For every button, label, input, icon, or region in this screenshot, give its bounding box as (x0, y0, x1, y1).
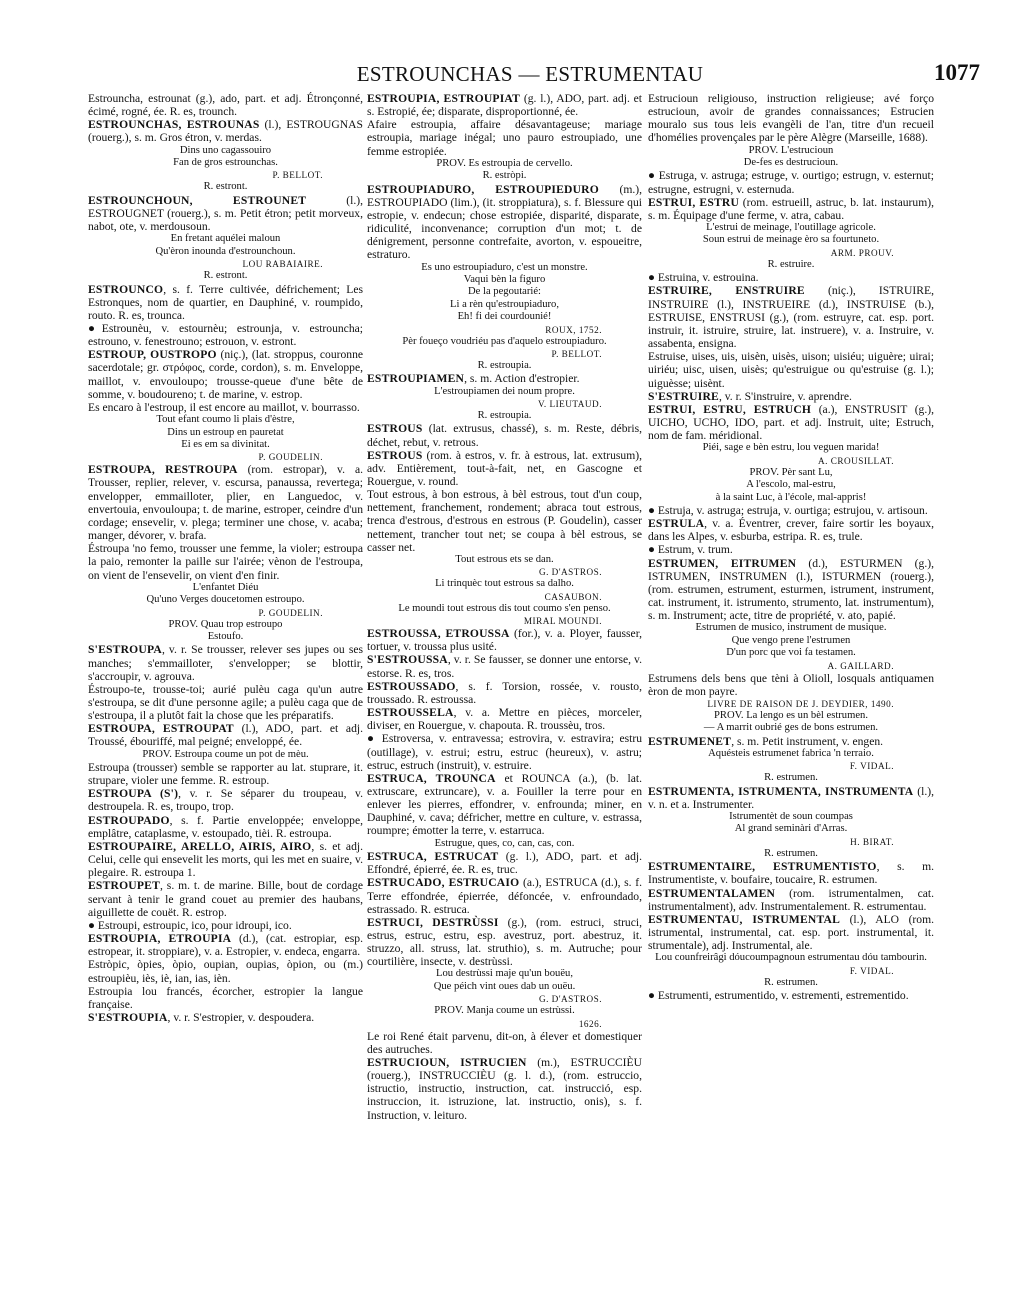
dictionary-entry: ESTRUMENET, s. m. Petit instrument, v. engen. (648, 734, 884, 748)
quotation-line: Dins uno cagassouiro (179, 144, 272, 156)
citation-source: P. GOUDELIN. (258, 452, 323, 463)
quotation-line: Que vengo prene l'estrumen (731, 634, 851, 646)
quotation-line: En fretant aquélei maloun (170, 233, 281, 245)
running-head: ESTROUNCHAS — ESTRUMENTAU (356, 62, 704, 86)
quotation-line: A l'escolo, mal-estru, (746, 479, 836, 491)
dictionary-entry: ESTRUI, ESTRU (rom. estrueill, astruc, b. lat. instaurum), s. m. Équipage d'une ferme, v. atra, cabau. (648, 195, 934, 222)
citation-source: P. BELLOT. (551, 348, 602, 359)
dictionary-entry: S'ESTROUPIA, v. r. S'estropier, v. despoudera. (88, 1010, 315, 1024)
quotation-line: Ei es em sa divinitat. (181, 438, 270, 450)
quotation-line: Soun estrui de meinage èro sa fourtuneto. (702, 234, 880, 246)
dictionary-entry: ESTROUNCO, s. f. Terre cultivée, défrichement; Les Estronques, nom de quartier, en Dauphiné, v. roumpido, routo. R. es, trounca. (88, 282, 363, 322)
dictionary-entry: ESTROUS (rom. à estros, v. fr. à estrous, lat. extrusum), adv. Entièrement, tout-à-fait, net, en Gascogne et Rouergue, v. round. (367, 448, 642, 488)
dictionary-entry: ESTRUCA, ESTRUCAT (g. l.), ADO, part. et adj. Effondré, épierré, ée. R. es, truc. (367, 850, 642, 877)
dictionary-entry: S'ESTROUSSA, v. r. Se fausser, se donner une entorse, v. estorse. R. es, tros. (367, 653, 642, 680)
citation-source: V. LIEUTAUD. (537, 398, 602, 409)
dictionary-entry: ESTRUI, ESTRU, ESTRUCH (a.), ENSTRUSIT (g.), UICHO, UCHO, IDO, part. et adj. Instruit, uite; Estruch, nom de fam. méridional. (648, 402, 934, 443)
dictionary-entry: Estrumens dels bens que tèni à Olioll, losquals antiquamen èron de mon payre. (648, 671, 934, 698)
proverb: PROV. Manja coume un estrùssi. (434, 1005, 575, 1017)
quotation-line: L'estroupiamen dei noum propre. (434, 385, 575, 397)
proverb: PROV. Es estroupia de cervello. (436, 157, 573, 169)
quotation-line: R. estroupia. (477, 359, 532, 371)
citation-source: F. VIDAL. (849, 965, 894, 976)
quotation-line: R. estront. (203, 181, 248, 193)
quotation-line: R. estruire. (767, 258, 815, 270)
quotation-line: Al grand seminàri d'Arras. (734, 823, 848, 835)
citation-source: A. CROUSILLAT. (818, 455, 894, 466)
quotation-line: R. estròpi. (482, 170, 527, 182)
dictionary-entry: ESTRUCADO, ESTRUCAIO (a.), ESTRUCA (d.), s. f. Terre effondrée, épierrée, défoncée, v. enfroundado, estrassado. R. estruca. (367, 876, 642, 916)
dictionary-entry: ESTROUPET, s. m. t. de marine. Bille, bout de cordage servant à tenir le grand couet au premier des haubans, aiguillette de couët. R. estrop. (88, 879, 363, 919)
proverb: PROV. Quau trop estroupo (168, 618, 283, 630)
dictionary-entry: ● Estruga, v. astruga; estruge, v. ourtigo; estrugn, v. esternut; estrugne, estrugni, v. esternuda. (648, 169, 934, 196)
quotation-line: De la pegoutarié: (468, 286, 541, 298)
quotation-line: Pèr foueço voudriéu pas d'aquelo estroupiaduro. (402, 335, 607, 347)
dictionary-entry: S'ESTROUPA, v. r. Se trousser, relever ses jupes ou ses manches; s'emmailloter, s'envelopper; se blottir, s'accroupir, v. agrouva. (88, 643, 363, 683)
quotation-line: Fan de gros estrounchas. (173, 157, 278, 169)
citation-source: ARM. PROUV. (830, 247, 894, 258)
dictionary-entry: ● Estroversa, v. entravessa; estrovira, v. estravira; estru (outillage), v. estrui; estru, estruc (heureux), v. astru; estruc, estruch (instruit), v. estruire. (367, 732, 642, 772)
quotation-line: Eh! fi dei courdounié! (457, 311, 552, 323)
quotation-line: Le moundi tout estrous dis tout coumo s'en penso. (398, 602, 611, 614)
column-middle (367, 92, 642, 1282)
quotation-line: Tout estrous ets se dan. (455, 553, 554, 565)
dictionary-entry: ESTRUCI, DESTRÙSSI (g.), (rom. estruci, struci, estrus, estruc, estru, esp. avestruz, port. abestruz, it. struzzo, all. struss, lat. struthio), s. m. Autruche; pour courtilière, insecte, v. destrùssi. (367, 915, 642, 969)
dictionary-entry: ESTROUPIA, ESTROUPIAT (g. l.), ADO, part. adj. et s. Estropié, ée; disparate, disproportionné, ée. (367, 92, 642, 119)
quotation-line: Estoufo. (207, 630, 244, 642)
quotation-line: D'un porc que voi fa testamen. (726, 647, 856, 659)
dictionary-entry: ESTROUPAIRE, ARELLO, AIRIS, AIRO, s. et adj. Celui, celle qui ensevelit les morts, qui les met en suaire, v. plegaire. R. estroupa 1. (88, 839, 363, 880)
citation-source: A. GAILLARD. (827, 660, 894, 671)
quotation-line: Istrumentèt de soun coumpas (729, 810, 853, 822)
dictionary-entry: ●Estrounèu, v. estournèu; estrounja, v. estrouncha; estrouno, v. fenestrouno; estrouon, v. estront. (88, 322, 363, 349)
dictionary-entry: Es encaro à l'estroup, il est encore au maillot, v. bourrasso. (88, 400, 360, 414)
dictionary-entry: Estroupa (trousser) semble se rapporter au lat. stuprare, it. strupare, violer une femme. R. estroup. (88, 761, 363, 788)
quotation-line: Vaqui bèn la figuro (463, 273, 546, 285)
quotation-line: Estrumen de musico, instrument de musique. (695, 622, 887, 634)
proverb: PROV. Estroupa coume un pot de mèu. (142, 748, 309, 760)
quotation-line: L'estrui de meinage, l'outillage agricole. (706, 222, 876, 234)
dictionary-entry: ESTROUPA (S'), v. r. Se séparer du troupeau, v. destroupela. R. es, troupo, trop. (88, 787, 363, 814)
citation-source: LIVRE DE RAISON DE J. DEYDIER, 1490. (707, 698, 894, 709)
page-number: 1077 (934, 60, 980, 85)
citation-source: 1626. (578, 1018, 602, 1029)
dictionary-entry: ESTROUSSADO, s. f. Torsion, rossée, v. rousto, troussado. R. estroussa. (367, 679, 642, 706)
dictionary-entry: ESTROUSSELA, v. a. Mettre en pièces, morceler, diviser, en Rouergue, v. chapouta. R. troussèu, tros. (367, 706, 642, 733)
citation-source: H. BIRAT. (850, 836, 894, 847)
dictionary-entry: ESTRUCIOUN, ISTRUCIEN (m.), ESTRUCCIÈU (rouerg.), INSTRUCCIÈU (g. l. d.), (rom. estruccio, istructio, instructio, instruction, cat. instrucció, esp. instruccion, it. istruzione, lat. instructio, onis), s. f. Instruction, v. leituro. (367, 1055, 642, 1122)
dictionary-entry: Estrucioun religiouso, instruction religieuse; avé forço estrucioun, avoir de grandes connaissances; Estrucien mouralo sus tous leis evangèli de l'an, titre d'un recueil d'homélies provençales par le père Alègre (Marseille, 1688). (648, 92, 934, 145)
dictionary-entry: ESTROUPA, RESTROUPA (rom. estropar), v. a. Trousser, replier, relever, v. escursa, panaussa, revertega; envelopper, emmailloter, plier, en Languedoc, v. envertouia, envouloupa; t. de marine, estroper, ceindre d'un cordage; ensevelir, v. plega; terminer une chose, v. acaba; manger, dévorer, v. brafa. (88, 463, 363, 543)
quotation-line: R. estront. (203, 270, 248, 282)
citation-source: LOU RABAIAIRE. (242, 259, 323, 270)
quotation-line: — A marrit oubrié ges de bons estrumen. (703, 722, 879, 734)
citation-source: F. VIDAL. (849, 761, 894, 772)
dictionary-entry: Tout estrous, à bon estrous, à bèl estrous, tout d'un coup, nettement, franchement, rondement; abraca tout estrous, trenca d'estrous, d'estrous en estrous (P. Goudelin), casser nettement, trancher tout net; se coupa à bèl estrous, se casser net. (367, 488, 642, 554)
dictionary-entry: ESTRUMENTAIRE, ESTRUMENTISTO, s. m. Instrumentiste, v. boufaire, toucaire, R. estrumen. (648, 860, 934, 887)
quotation-line: Li a rèn qu'estroupiaduro, (450, 298, 559, 310)
dictionary-entry: ESTROUPIAMEN, s. m. Action d'estropier. (367, 372, 580, 386)
dictionary-entry: ESTRUCA, TROUNCA et ROUNCA (a.), (b. lat. extruscare, extruncare), v. a. Fouiller la terre pour en enlever les pierres, effondrer, v. enfrounda; miner, en Dauphiné, v. cava; défricher, mettre en culture, v. estrassa, roumpre; émotter la terre, v. estarruca. (367, 771, 642, 838)
dictionary-entry: ESTROUS (lat. extrusus, chassé), s. m. Reste, débris, déchet, rebut, v. retrous. (367, 422, 642, 449)
quotation-line: R. estrumen. (764, 847, 818, 859)
dictionary-entry: Estrouncha, estrounat (g.), ado, part. et adj. Étronçonné, écimé, rogné, ée. R. es, trounch. (88, 92, 363, 119)
proverb: PROV. L'estrucioun (748, 144, 834, 156)
quotation-line: Dins un estroup en pauretat (167, 426, 284, 438)
dictionary-entry: S'ESTRUIRE, v. r. S'instruire, v. aprendre. (648, 389, 852, 403)
dictionary-entry: Éstroupa 'no femo, trousser une femme, la violer; estroupa la paio, remonter la paille sur l'airée; vènon de l'estroupa, on vient de l'ensevelir, on vient d'en finir. (88, 542, 363, 582)
dictionary-entry: ESTRUMEN, EITRUMEN (d.), ESTURMEN (g.), ISTRUMEN, INSTRUMEN (l.), ISTURMEN (rouerg.), (rom. estrumen, estrument, esturmen, istrument, instrument, cat. instrument, it. istrumento, strumento, lat. instrumentum), s. m. Instrument; acte, titre de propriété, v. ato, papié. (648, 556, 934, 623)
dictionary-entry: ● Estroupi, estroupic, ico, pour idroupi, ico. (88, 918, 292, 932)
citation-source: ROUX, 1752. (545, 324, 602, 335)
page-header (80, 58, 980, 88)
citation-source: MIRAL MOUNDI. (523, 616, 602, 627)
dictionary-entry: ESTROUPIADURO, ESTROUPIEDURO (m.), ESTROUPIADO (lim.), (it. stroppiatura), s. f. Blessure qui estropie, v. endecun; chose estropiée, disparité, disparate, ridiculité, inconvenance; corruption d'un mot; t. de dénigrement, personne contrefaite, avorton, v. espoueitre, estraturo. (367, 182, 642, 262)
dictionary-entry: Estruise, uises, uis, uisèn, uisès, uison; uisiéu; uiguère; uirai; uiriéu; uisc, uisen, uisès; qu'estruigue ou qu'estruise (g. l.); uiguèsse; uisènt. (648, 350, 934, 390)
dictionary-entry: ESTRUMENTALAMEN (rom. istrumentalmen, cat. instrumentalment), adv. Instrumentalement. R. estrumentau. (648, 886, 934, 913)
dictionary-entry: ESTRULA, v. a. Éventrer, crever, faire sortir les boyaux, dans les Alpes, v. esburba, estripa. R. es, trule. (648, 517, 934, 544)
dictionary-entry: Estroupia lou francés, écorcher, estropier la langue française. (88, 984, 363, 1011)
dictionary-entry: ESTROUPIA, ETROUPIA (d.), (cat. estropiar, esp. estropear, it. stroppiare), v. a. Estropier, v. endeca, engarra. (88, 932, 363, 959)
quotation-line: R. estrumen. (764, 976, 818, 988)
citation-source: P. BELLOT. (272, 170, 323, 181)
dictionary-entry: ESTROUNCHOUN, ESTROUNET (l.), ESTROUGNET (rouerg.), s. m. Petit étron; petit morveux, nabot, ote, v. merdousoun. (88, 193, 363, 234)
dictionary-entry: ESTROUP, OUSTROPO (niç.), (lat. stroppus, couronne sacerdotale; gr. στρόφος, corde, cordon), s. m. Enveloppe, maillot, v. envouloupo; trousse-queue d'une bête de somme, v. boudoureno; t. de marine, v. estrop. (88, 348, 363, 401)
proverb: PROV. Pèr sant Lu, (749, 466, 833, 478)
dictionary-entry: Afaire estroupia, affaire désavantageuse; mariage estroupia, mariage inégal; uno pauro estroupiado, une femme estropiée. (367, 118, 642, 158)
quotation-line: Que péich vint oues dab un ouëu. (433, 980, 576, 992)
dictionary-entry: ESTRUIRE, ENSTRUIRE (niç.), ISTRUIRE, INSTRUIRE (l.), INSTRUEIRE (d.), INSTRUISE (b.), ESTRUISE, ENSTRUSI (g.), (rom. estruyre, cat. esp. port. instruir, it. istruire, struire, lat. instruere), v. a. Instruire, v. assabenta, ensigna. (648, 284, 934, 351)
quotation-line: Piéi, sage e bèn estru, lou veguen marida! (702, 442, 880, 454)
quotation-line: Qu'èron inounda d'estrounchoun. (155, 245, 296, 257)
citation-source: G. D'ASTROS. (538, 567, 602, 578)
proverb: PROV. La lengo es un bèl estrumen. (714, 709, 868, 721)
citation-source: P. GOUDELIN. (258, 607, 323, 618)
dictionary-entry: ESTRUMENTAU, ISTRUMENTAL (l.), ALO (rom. istrumental, instrumental, cat. esp. port. instrumental, it. strumentale), adj. Instrumental, ale. (648, 912, 934, 953)
column-left (88, 92, 363, 1282)
dictionary-entry: ● Estrum, v. trum. (648, 543, 733, 557)
dictionary-entry: ESTROUPA, ESTROUPAT (l.), ADO, part. et adj. Troussé, ébouriffé, mal peigné; enveloppé, ée. (88, 722, 363, 749)
quotation-line: Tout efant coumo li plais d'èstre, (156, 414, 295, 426)
quotation-line: L'enfantet Diéu (192, 581, 259, 593)
dictionary-entry: Éstroupo-te, trousse-toi; aurié pulèu caga qu'un autre s'estroupa, se dit d'une personne agile; a pulèu caga que de s'estroupa, il a plutôt fait la chose que les préparatifs. (88, 682, 363, 723)
quotation-line: Estrugue, ques, co, can, cas, con. (434, 837, 575, 849)
dictionary-entry: Le roi René était parvenu, dit-on, à élever et domestiquer des autruches. (367, 1029, 642, 1056)
column-right (648, 92, 934, 1282)
dictionary-entry: ESTROUSSA, ETROUSSA (for.), v. a. Ployer, fausser, tortuer, v. troussa plus usité. (367, 627, 642, 654)
quotation-line: Li trinquèc tout estrous sa dalho. (435, 578, 574, 590)
quotation-line: R. estroupia. (477, 409, 532, 421)
dictionary-entry: ESTROUPADO, s. f. Partie enveloppée; enveloppe, emplâtre, cataplasme, v. estoupado, tièi. R. estroupa. (88, 813, 363, 840)
dictionary-entry: ESTRUMENTA, ISTRUMENTA, INSTRUMENTA (l.), v. n. et a. Instrumenter. (648, 784, 934, 811)
dictionary-entry: ● Estruina, v. estrouina. (648, 271, 759, 285)
quotation-line: Lou counfreirâgi dóucoumpagnoun estrumentau dóu tambourin. (655, 952, 927, 964)
quotation-line: Lou destrùssi maje qu'un bouëu, (436, 968, 573, 980)
quotation-line: De-fes es destrucioun. (743, 157, 839, 169)
quotation-line: à la saint Luc, à l'école, mal-appris! (715, 491, 867, 503)
dictionary-entry: ● Estruja, v. astruga; estruja, v. ourtiga; estrujou, v. artisoun. (648, 503, 928, 517)
quotation-line: Es uno estroupiaduro, c'est un monstre. (421, 261, 588, 273)
dictionary-entry: ● Estrumenti, estrumentido, v. estrementi, estrementido. (648, 989, 909, 1003)
dictionary-entry: Estròpic, òpies, òpio, oupian, oupias, òpion, ou (m.) estroupièu, iès, iè, ian, ias, ièn. (88, 958, 363, 985)
dictionary-entry: ESTROUNCHAS, ESTROUNAS (l.), ESTROUGNAS (rouerg.), s. m. Gros étron, v. merdas. (88, 118, 363, 145)
citation-source: CASAUBON. (544, 591, 602, 602)
quotation-line: Qu'uno Verges doucetomen estroupo. (146, 594, 305, 606)
quotation-line: Aquésteis estrumenet fabrica 'n terraio. (708, 747, 874, 759)
citation-source: G. D'ASTROS. (538, 994, 602, 1005)
quotation-line: R. estrumen. (764, 772, 818, 784)
